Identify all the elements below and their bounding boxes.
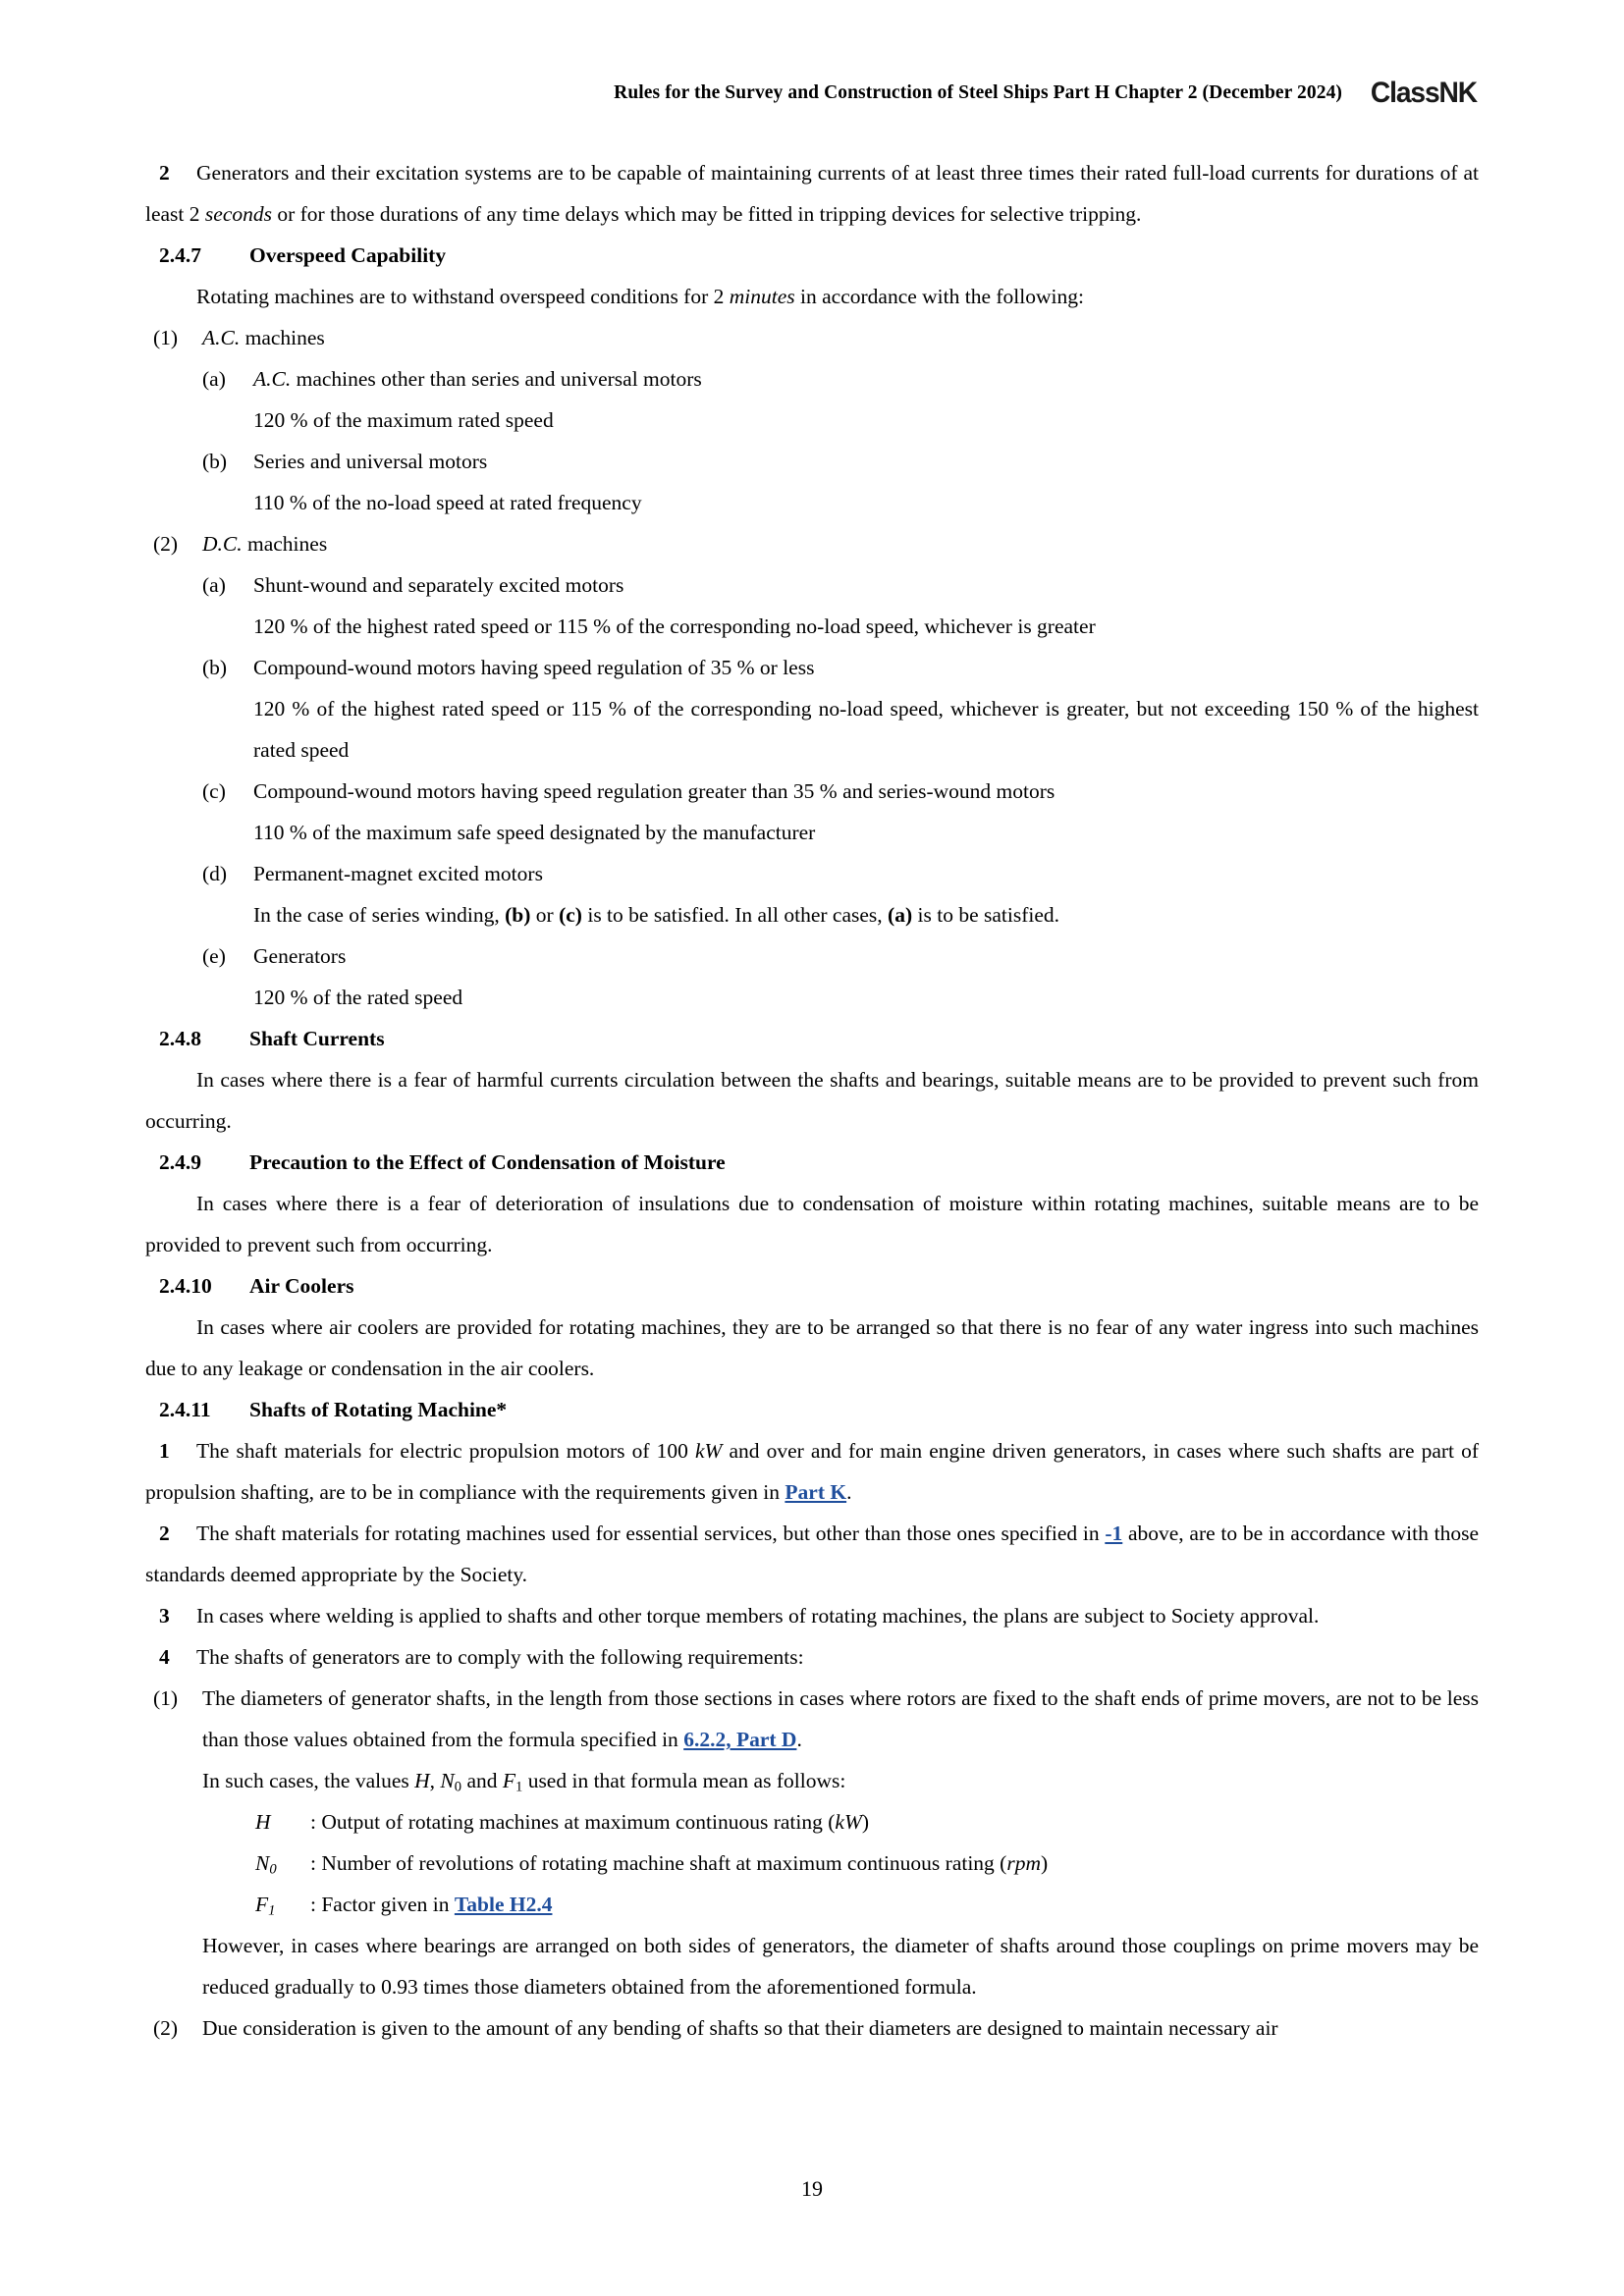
item-text: machines other than series and universal motors: [291, 367, 702, 391]
body-part-2: or: [530, 903, 560, 927]
list-item-2e-body: 120 % of the rated speed: [253, 986, 463, 1009]
variable-text-b: ): [1041, 1851, 1049, 1875]
list-item-4-1: [145, 1678, 1479, 1760]
symbol-subscript: 0: [269, 1861, 277, 1878]
list-marker: (a): [202, 573, 226, 597]
section-number: 2.4.7: [159, 243, 201, 267]
variable-text-a: : Output of rotating machines at maximum continuous rating (: [310, 1810, 836, 1834]
list-marker: (2): [153, 532, 179, 556]
document-body: [145, 152, 1479, 2049]
body-part-1: In the case of series winding,: [253, 903, 506, 927]
section-number: 2.4.9: [159, 1150, 201, 1174]
variable-symbol: [255, 1801, 310, 1842]
variable-definition-n0: [145, 1842, 1479, 1884]
variable-symbol: [255, 1884, 310, 1925]
section-title: Shaft Currents: [249, 1027, 385, 1050]
lead-italic-minutes: minutes: [729, 285, 795, 308]
section-title: Air Coolers: [249, 1274, 354, 1298]
variable-text-b: ): [861, 1810, 870, 1834]
clause-text-a: In cases where welding is applied to shafts and other torque members of rotating machines, the plans are subject to Society approval.: [196, 1604, 1320, 1628]
section-title: Overspeed Capability: [249, 243, 447, 267]
list-marker: (b): [202, 450, 228, 473]
ref-c: (c): [559, 903, 582, 927]
clause-2-4-11-1: [145, 1430, 1479, 1513]
clause-number: 2: [159, 161, 170, 185]
list-marker: (1): [153, 326, 179, 349]
clause-2-paragraph: [145, 152, 1479, 235]
clause-text-a: The shaft materials for electric propulsion motors of 100: [196, 1439, 695, 1463]
item-text-a: Due consideration is given to the amount of any bending of shafts so that their diameters are designed to maintain necessary air: [202, 2016, 1278, 2040]
clause-text-b: or for those durations of any time delays which may be fitted in tripping devices for selective tripping.: [271, 202, 1142, 226]
section-2-4-9-paragraph: In cases where there is a fear of deterioration of insulations due to condensation of moisture within rotating machines, suitable means are to be provided to prevent such from occurring.: [145, 1192, 1479, 1256]
lead-d: used in that formula mean as follows:: [522, 1769, 846, 1792]
page-header: [147, 77, 1477, 110]
section-heading-2-4-8: [145, 1018, 1479, 1059]
clause-text-a: Generators and their excitation systems are to be capable of maintaining currents of at least three times their rated full-load currents for durations of at least 2: [145, 161, 1479, 226]
clause-text-b: above, are to be in accordance with those standards deemed appropriate by the Society.: [145, 1522, 1479, 1586]
list-item-4-1-however: However, in cases where bearings are arranged on both sides of generators, the diameter of shafts around those couplings on prime movers may be reduced gradually to 0.93 times those diameters obtained from the aforementioned formula.: [202, 1934, 1479, 1999]
section-number: 2.4.11: [159, 1398, 211, 1421]
list-item-2-dc-machines: [145, 523, 1479, 564]
link-table-h2-4[interactable]: Table H2.4: [454, 1893, 553, 1916]
classnk-logo: ClassNK: [1370, 77, 1477, 109]
list-item-2a-body: 120 % of the highest rated speed or 115 % of the corresponding no-load speed, whichever is greater: [253, 614, 1096, 638]
lead-text-b: in accordance with the following:: [794, 285, 1084, 308]
lead-text-a: Rotating machines are to withstand overspeed conditions for 2: [196, 285, 730, 308]
list-marker: (c): [202, 779, 226, 803]
item-text: Compound-wound motors having speed regulation greater than 35 % and series-wound motors: [253, 779, 1056, 803]
variable-symbol: [255, 1842, 310, 1884]
var-h: H: [414, 1769, 430, 1792]
variable-text-a: : Factor given in: [310, 1893, 455, 1916]
var-f-subscript: 1: [515, 1779, 523, 1795]
list-item-2d-body: [145, 894, 1479, 935]
ref-b: (b): [505, 903, 531, 927]
list-marker: (b): [202, 656, 228, 679]
link-6-2-2-part-d[interactable]: 6.2.2, Part D: [683, 1728, 797, 1751]
list-marker: (e): [202, 944, 226, 968]
item-text-a: The diameters of generator shafts, in the length from those sections in cases where rotors are fixed to the shaft ends of prime movers, are not to be less than those values obtained from the formula specified in: [202, 1686, 1479, 1751]
item-text: machines: [242, 532, 328, 556]
clause-italic-kw: kW: [694, 1439, 723, 1463]
section-title: Precaution to the Effect of Condensation of Moisture: [249, 1150, 726, 1174]
var-n: N: [440, 1769, 455, 1792]
list-item-2b: [145, 647, 1479, 688]
clause-2-4-11-3: [145, 1595, 1479, 1636]
body-part-4: is to be satisfied.: [912, 903, 1060, 927]
body-part-3: is to be satisfied. In all other cases,: [581, 903, 889, 927]
item-text: Generators: [253, 944, 347, 968]
variable-text-a: : Number of revolutions of rotating machine shaft at maximum continuous rating (: [310, 1851, 1007, 1875]
item-text: Series and universal motors: [253, 450, 488, 473]
clause-text-b: and over and for main engine driven generators, in cases where such shafts are part of propulsion shafting, are to be in compliance with the requirements given in: [145, 1439, 1479, 1504]
variable-unit: kW: [835, 1810, 862, 1834]
symbol-letter: N: [255, 1851, 270, 1875]
list-item-2b-body: 120 % of the highest rated speed or 115 % of the corresponding no-load speed, whichever is greater, but not exceeding 150 % of the highest rated speed: [253, 697, 1479, 762]
section-number: 2.4.8: [159, 1027, 201, 1050]
variable-definition-h: [145, 1801, 1479, 1842]
section-heading-2-4-9: [145, 1142, 1479, 1183]
list-marker: (a): [202, 367, 226, 391]
section-2-4-10-paragraph: In cases where air coolers are provided for rotating machines, they are to be arranged so that there is no fear of any water ingress into such machines due to any leakage or condensation in the air coolers.: [145, 1315, 1479, 1380]
lead-b: ,: [429, 1769, 441, 1792]
symbol-subscript: 1: [268, 1902, 276, 1919]
clause-2-4-11-4: [145, 1636, 1479, 1678]
section-heading-2-4-10: [145, 1265, 1479, 1307]
item-text: machines: [240, 326, 325, 349]
section-heading-2-4-11: [145, 1389, 1479, 1430]
list-marker: (2): [153, 2016, 179, 2040]
list-item-2e: [145, 935, 1479, 977]
symbol-letter: F: [255, 1893, 269, 1916]
item-text: Compound-wound motors having speed regulation of 35 % or less: [253, 656, 815, 679]
list-item-1b: [145, 441, 1479, 482]
clause-italic-seconds: seconds: [204, 202, 272, 226]
list-item-1-ac-machines: [145, 317, 1479, 358]
variable-definition-f1: [145, 1884, 1479, 1925]
list-item-4-2: [145, 2007, 1479, 2049]
section-title: Shafts of Rotating Machine*: [249, 1398, 508, 1421]
clause-text-a: The shafts of generators are to comply with the following requirements:: [196, 1645, 804, 1669]
clause-number: 1: [159, 1439, 170, 1463]
var-n-subscript: 0: [454, 1779, 462, 1795]
list-marker: (d): [202, 862, 228, 885]
section-heading-2-4-7: [145, 235, 1479, 276]
symbol-letter: H: [255, 1810, 271, 1834]
link-ref-minus-1[interactable]: -1: [1105, 1522, 1123, 1545]
page-number: 19: [801, 2176, 823, 2201]
item-text-b: .: [796, 1728, 802, 1751]
clause-number: 3: [159, 1604, 170, 1628]
clause-text-c: .: [846, 1480, 852, 1504]
clause-number: 4: [159, 1645, 170, 1669]
item-italic-ac: A.C.: [202, 326, 241, 349]
lead-a: In such cases, the values: [202, 1769, 415, 1792]
list-item-1a: [145, 358, 1479, 400]
link-part-k[interactable]: Part K: [785, 1480, 847, 1504]
var-f: F: [502, 1769, 515, 1792]
list-item-4-1-lead: [145, 1760, 1479, 1801]
lead-c: and: [461, 1769, 503, 1792]
clause-number: 2: [159, 1522, 170, 1545]
section-number: 2.4.10: [159, 1274, 212, 1298]
list-item-2a: [145, 564, 1479, 606]
list-item-2d: [145, 853, 1479, 894]
section-2-4-8-paragraph: In cases where there is a fear of harmful currents circulation between the shafts and bearings, suitable means are to be provided to prevent such from occurring.: [145, 1068, 1479, 1133]
item-text: Shunt-wound and separately excited motors: [253, 573, 624, 597]
list-item-1a-body: 120 % of the maximum rated speed: [253, 408, 554, 432]
section-2-4-7-lead: [145, 276, 1479, 317]
clause-text-a: The shaft materials for rotating machines used for essential services, but other than those ones specified in: [196, 1522, 1106, 1545]
item-italic-dc: D.C.: [202, 532, 243, 556]
item-text: Permanent-magnet excited motors: [253, 862, 543, 885]
item-italic-ac: A.C.: [253, 367, 292, 391]
clause-2-4-11-2: [145, 1513, 1479, 1595]
list-item-2c: [145, 771, 1479, 812]
list-item-2c-body: 110 % of the maximum safe speed designated by the manufacturer: [253, 821, 816, 844]
header-title: Rules for the Survey and Construction of Steel Ships Part H Chapter 2 (December 2024): [614, 82, 1343, 103]
list-marker: (1): [153, 1686, 179, 1710]
list-item-1b-body: 110 % of the no-load speed at rated frequency: [253, 491, 642, 514]
variable-unit: rpm: [1006, 1851, 1041, 1875]
ref-a: (a): [888, 903, 913, 927]
